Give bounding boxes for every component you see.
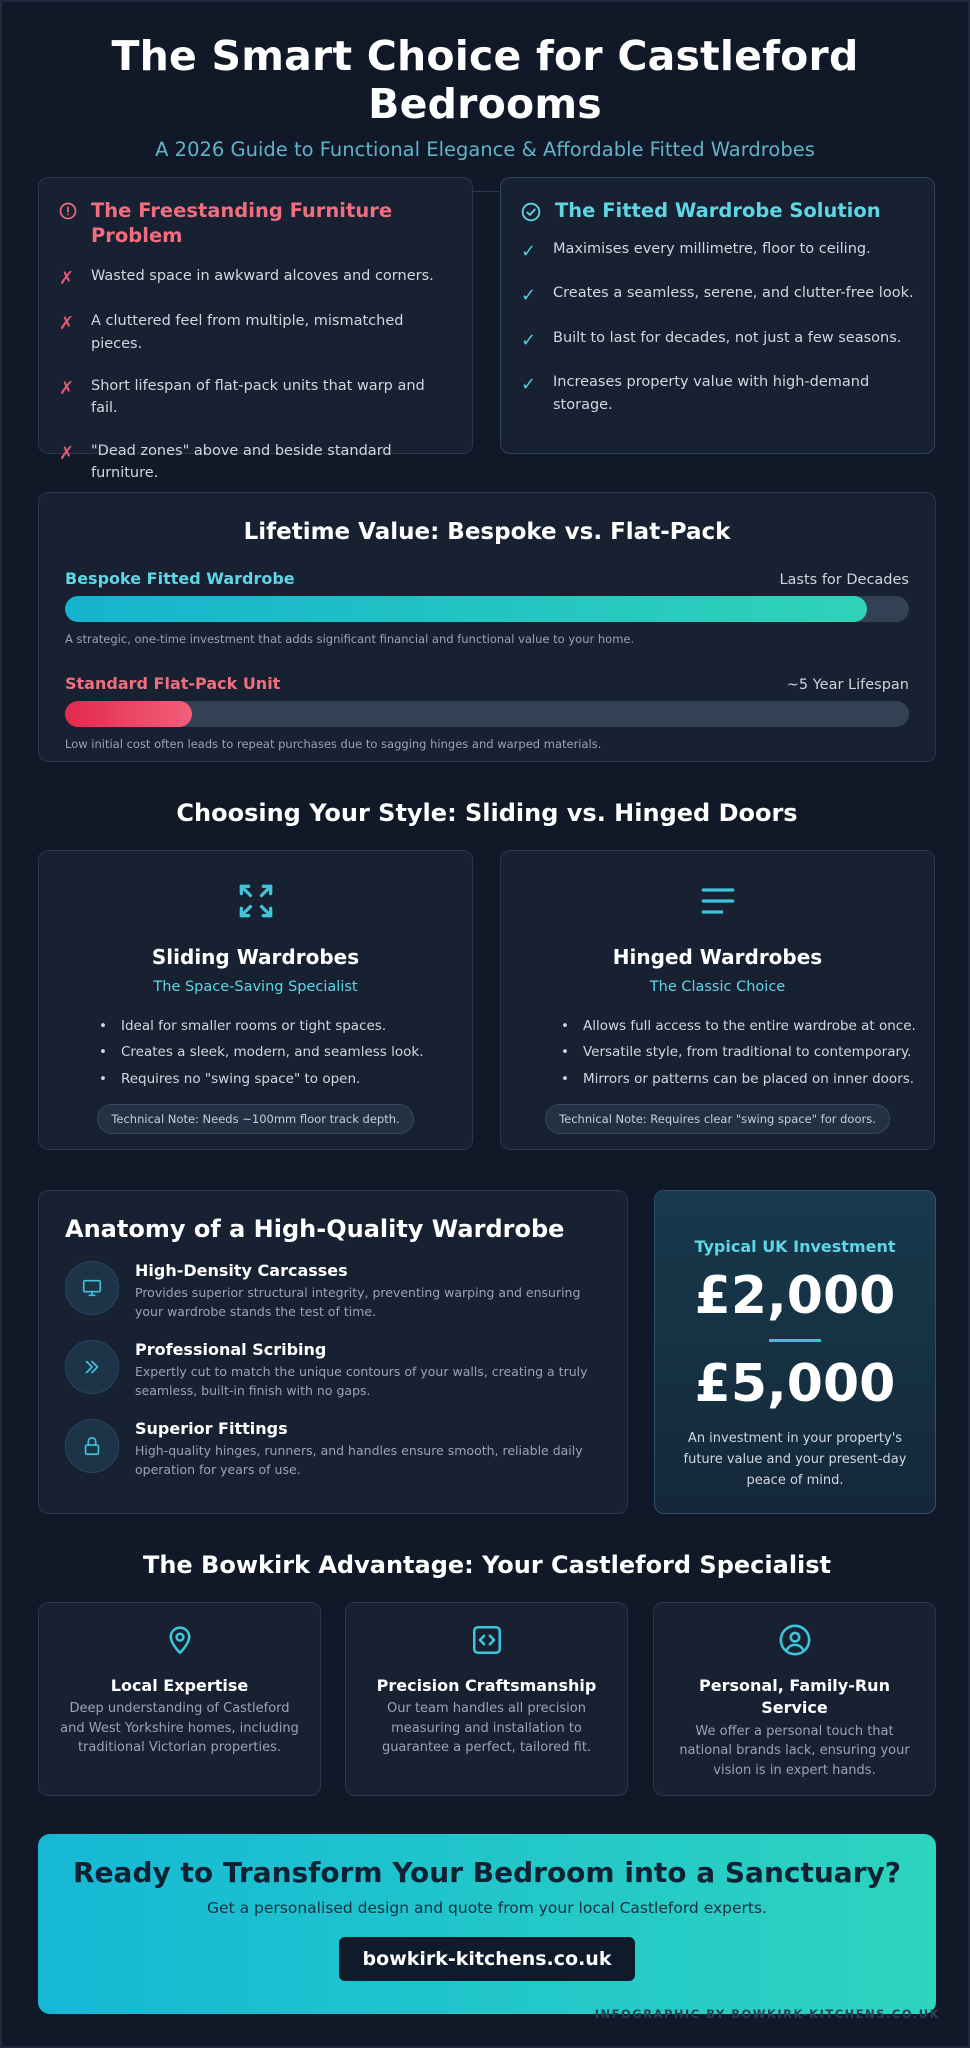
problem-title: The Freestanding Furniture Problem [91, 199, 393, 248]
style-tagline: The Classic Choice [649, 979, 786, 995]
cta-title: Ready to Transform Your Bedroom into a Sanctuary? [73, 1856, 901, 1889]
progress-fill [65, 701, 192, 727]
cta-text: Get a personalised design and quote from your local Castleford experts. [207, 1899, 767, 1917]
cross-icon: ✗ [59, 442, 75, 464]
list-item: • Allows full access to the entire wardrobe at once. [561, 1013, 934, 1039]
advantage-text: Deep understanding of Castleford and West Yorkshire homes, including traditional Victorian properties. [60, 1701, 299, 1756]
solution-list [521, 238, 914, 416]
list-item [59, 375, 452, 420]
bar-value-label: ~5 Year Lifespan [786, 677, 909, 693]
list-item [521, 371, 914, 416]
cross-icon: ✗ [59, 267, 75, 289]
anatomy-item-text: Expertly cut to match the unique contours of your walls, creating a truly seamless, built-in finish with no gaps. [135, 1363, 588, 1399]
monitor-icon [65, 1261, 119, 1315]
investment-label: Typical UK Investment [694, 1237, 896, 1256]
page-title: The Smart Choice for Castleford Bedrooms [111, 32, 859, 128]
code-brackets-icon [470, 1642, 504, 1661]
call-to-action [38, 1834, 936, 2014]
website-link-button[interactable]: bowkirk-kitchens.co.uk [339, 1937, 636, 1981]
alert-circle-icon [59, 198, 77, 224]
technical-note: Technical Note: Requires clear "swing space" for doors. [545, 1104, 890, 1134]
style-points [561, 1013, 934, 1092]
anatomy-title: Anatomy of a High-Quality Wardrobe [65, 1215, 565, 1243]
list-item: • Creates a sleek, modern, and seamless look. [99, 1039, 472, 1065]
list-item [59, 440, 452, 485]
lifetime-value-title: Lifetime Value: Bespoke vs. Flat-Pack [243, 519, 731, 545]
cross-icon: ✗ [59, 313, 75, 335]
list-item-text: Built to last for decades, not just a few seasons. [553, 329, 902, 346]
problem-solution-row [38, 177, 936, 482]
problem-list [59, 265, 452, 485]
investment-low: £2,000 [694, 1266, 896, 1326]
progress-track [65, 596, 909, 622]
style-name: Hinged Wardrobes [612, 945, 823, 969]
bar-label: Standard Flat-Pack Unit [65, 674, 281, 693]
sliding-wardrobes-card [38, 850, 473, 1150]
anatomy-item-heading: High-Density Carcasses [135, 1261, 348, 1280]
anatomy-item [65, 1340, 601, 1401]
checkmark-icon: ✓ [521, 285, 537, 307]
bar-label: Bespoke Fitted Wardrobe [65, 569, 295, 588]
technical-note: Technical Note: Needs ~100mm floor track depth. [97, 1104, 413, 1134]
advantage-card [345, 1602, 628, 1796]
anatomy-item [65, 1261, 601, 1322]
list-item: • Ideal for smaller rooms or tight spaces. [99, 1013, 472, 1039]
bar-value-label: Lasts for Decades [779, 572, 909, 588]
solution-card [500, 177, 935, 454]
list-item: • Mirrors or patterns can be placed on inner doors. [561, 1066, 934, 1092]
check-circle-icon [521, 198, 541, 226]
advantage-section-title: The Bowkirk Advantage: Your Castleford Specialist [142, 1551, 832, 1579]
list-item-text: Maximises every millimetre, floor to ceiling. [553, 241, 871, 257]
user-circle-icon [778, 1642, 812, 1661]
advantage-card [38, 1602, 321, 1796]
cross-icon: ✗ [59, 378, 75, 400]
anatomy-item [65, 1419, 601, 1480]
map-pin-icon [163, 1642, 197, 1661]
list-item-text: Creates a seamless, serene, and clutter-free look. [553, 285, 914, 302]
list-item [521, 282, 914, 307]
advantage-title: Precision Craftsmanship [376, 1676, 597, 1695]
style-tagline: The Space-Saving Specialist [153, 979, 358, 995]
page-subtitle: A 2026 Guide to Functional Elegance & Affordable Fitted Wardrobes [155, 138, 815, 161]
anatomy-item-heading: Professional Scribing [135, 1339, 327, 1359]
advantage-text: Our team handles all precision measuring and installation to guarantee a perfect, tailored fit. [381, 1701, 592, 1756]
lock-icon [65, 1419, 119, 1473]
flatpack-bar-block [65, 674, 909, 751]
style-name: Sliding Wardrobes [151, 945, 360, 969]
bar-note: Low initial cost often leads to repeat purchases due to sagging hinges and warped materials. [65, 737, 602, 751]
investment-card [654, 1190, 936, 1514]
progress-fill [65, 596, 867, 622]
investment-divider [769, 1339, 821, 1342]
menu-lines-icon [696, 908, 740, 927]
progress-track [65, 701, 909, 727]
list-item-text: Wasted space in awkward alcoves and corners. [91, 267, 434, 284]
list-item [59, 310, 452, 355]
footer-credit: INFOGRAPHIC BY BOWKIRK-KITCHENS.CO.UK [594, 2007, 940, 2021]
header [2, 2, 968, 192]
anatomy-item-heading: Superior Fittings [135, 1418, 288, 1438]
checkmark-icon: ✓ [521, 241, 537, 262]
anatomy-card [38, 1190, 628, 1514]
investment-high: £5,000 [694, 1354, 896, 1415]
expand-arrows-icon [234, 908, 278, 927]
list-item-text: A cluttered feel from multiple, mismatched pieces. [91, 313, 404, 352]
checkmark-icon: ✓ [521, 374, 537, 396]
hinged-wardrobes-card [500, 850, 935, 1150]
problem-card [38, 177, 473, 482]
list-item-text: Short lifespan of flat-pack units that warp and fail. [91, 378, 425, 417]
list-item [521, 238, 914, 263]
list-item [521, 327, 914, 352]
list-item: • Versatile style, from traditional to contemporary. [561, 1039, 934, 1065]
investment-text: An investment in your property's future value and your present-day peace of mind. [683, 1431, 907, 1488]
checkmark-icon: ✓ [521, 329, 537, 351]
advantage-title: Personal, Family-Run Service [699, 1676, 890, 1718]
list-item-text: Increases property value with high-demand storage. [553, 374, 870, 413]
lifetime-value-card [38, 492, 936, 762]
list-item: • Requires no "swing space" to open. [99, 1066, 472, 1092]
bespoke-bar-block [65, 569, 909, 646]
advantage-card [653, 1602, 936, 1796]
list-item-text: "Dead zones" above and beside standard furniture. [91, 442, 392, 482]
advantage-text: We offer a personal touch that national brands lack, ensuring your vision is in expert hands. [679, 1723, 910, 1778]
anatomy-item-text: High-quality hinges, runners, and handles ensure smooth, reliable daily operation for years of use. [135, 1442, 583, 1477]
style-points [99, 1013, 472, 1092]
bar-note: A strategic, one-time investment that adds significant financial and functional value to your home. [65, 632, 635, 646]
double-chevron-right-icon [65, 1340, 119, 1394]
anatomy-item-text: Provides superior structural integrity, preventing warping and ensuring your wardrobe stands the test of time. [135, 1285, 581, 1320]
styles-section-title: Choosing Your Style: Sliding vs. Hinged Doors [176, 799, 798, 827]
list-item [59, 265, 452, 290]
solution-title: The Fitted Wardrobe Solution [555, 199, 881, 222]
advantage-title: Local Expertise [110, 1676, 249, 1695]
